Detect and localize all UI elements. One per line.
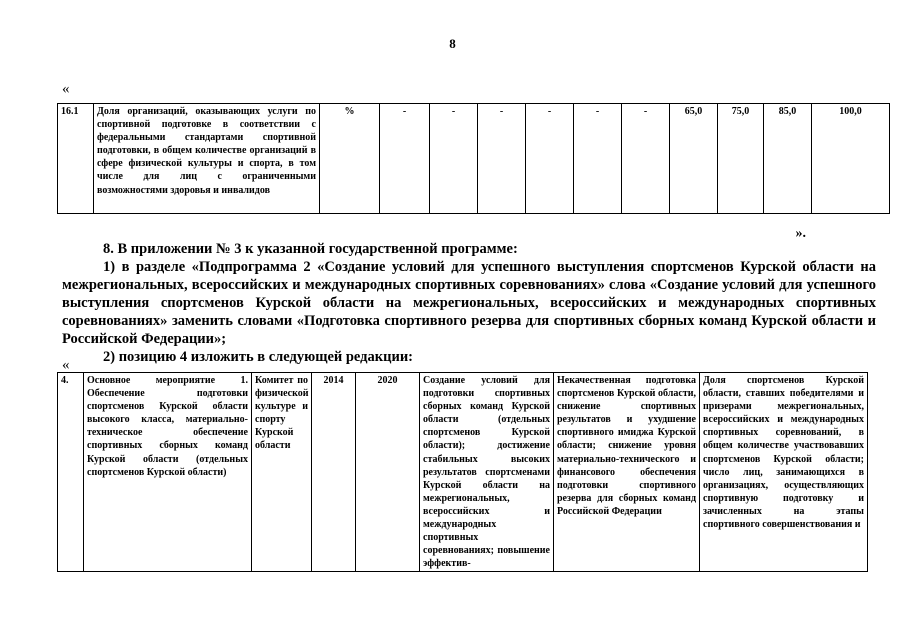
table-row — [58, 373, 868, 572]
closing-quote: ». — [795, 226, 806, 241]
value-cell: 85,0 — [764, 104, 812, 214]
end-year-cell: 2020 — [356, 373, 420, 572]
amendment-text — [62, 240, 876, 366]
indicator-description: Доля организаций, оказывающих услуги по спортивной подготовке в соответствии с федеральными стандартами спортивной подготовки, в общем количестве организаций в сфере физической культуры и спорта, в том числе для лиц с ограниченными возможностями здоровья и инвалидов — [94, 104, 320, 214]
value-cell: 75,0 — [718, 104, 764, 214]
open-quote-2: « — [62, 357, 70, 373]
paragraph-heading: 8. В приложении № 3 к указанной государственной программе: — [103, 241, 518, 257]
row-number: 16.1 — [58, 104, 94, 214]
value-cell: - — [380, 104, 430, 214]
row-number: 4. — [58, 373, 84, 572]
event-cell: Основное мероприятие 1. Обеспечение подготовки спортсменов Курской области высокого класса, материально-техническое обеспечение спортивных сборных команд Курской области (отдельных спортсменов Курской области) — [84, 373, 252, 572]
value-cell: - — [574, 104, 622, 214]
program-table — [57, 372, 868, 572]
table-row — [58, 104, 890, 214]
value-cell: 100,0 — [812, 104, 890, 214]
value-cell: 65,0 — [670, 104, 718, 214]
value-cell: - — [526, 104, 574, 214]
start-year-cell: 2014 — [312, 373, 356, 572]
value-cell: - — [430, 104, 478, 214]
open-quote-1: « — [62, 81, 70, 97]
page-number: 8 — [449, 36, 456, 51]
paragraph-item-1: 1) в разделе «Подпрограмма 2 «Создание условий для успешного выступления спортсменов Курской области на межрегиональных, всероссийских и международных спортивных соревнованиях» слова «Создание условий для успешного выступления спортсменов Курской области на межрегиональных, всероссийских и международных спортивных соревнованиях» заменить словами «Подготовка спортивного резерва для спортивных сборных команд Курской области и Российской Федерации»; — [62, 259, 876, 347]
indicator-table — [57, 103, 890, 214]
consequences-cell: Некачественная подготовка спортсменов Курской области, снижение спортивных результатов и ухудшение спортивного имиджа Курской области; снижение уровня материально-технического и финансового обеспечения подготовки спортивного резерва для сборных команд Российской Федерации — [554, 373, 700, 572]
value-cell: - — [478, 104, 526, 214]
executor-cell: Комитет по физической культуре и спорту Курской области — [252, 373, 312, 572]
paragraph-item-2: 2) позицию 4 изложить в следующей редакции: — [103, 349, 414, 365]
result-cell: Создание условий для подготовки спортивных сборных команд Курской области (отдельных спортсменов Курской области); достижение стабильных высоких результатов спортсменами Курской области на межрегиональных, всероссийских и международных спортивных соревнованиях; повышение эффектив- — [420, 373, 554, 572]
unit-cell: % — [320, 104, 380, 214]
value-cell: - — [622, 104, 670, 214]
indicators-cell: Доля спортсменов Курской области, ставших победителями и призерами межрегиональных, всероссийских и международных спортивных соревнований, в общем количестве участвовавших спортсменов Курской области; число лиц, занимающихся в организациях, осуществляющих спортивную подготовку и зачисленных на этапы спортивного совершенствования и — [700, 373, 868, 572]
